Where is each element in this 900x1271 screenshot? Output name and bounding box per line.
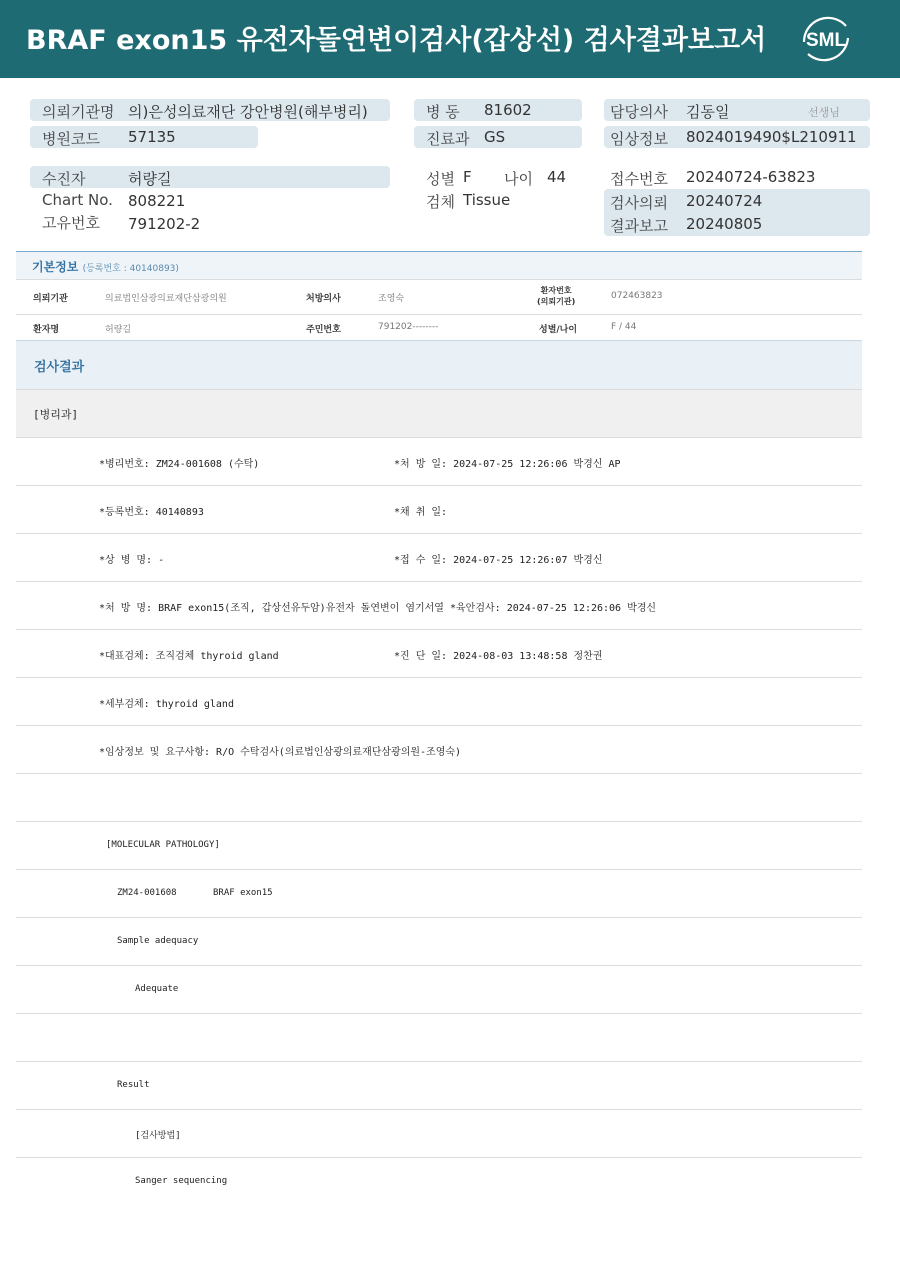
basic-prescriber-key: 처방의사 <box>306 294 341 304</box>
specimen-value: Tissue <box>463 191 511 209</box>
institution-label: 의뢰기관명 <box>42 103 115 121</box>
result-divider <box>16 821 862 822</box>
sml-logo <box>796 12 856 66</box>
result-line-right: *처 방 일: 2024-07-25 12:26:06 박경신 AP <box>394 459 621 470</box>
result-line-left: *대표검체: 조직검체 thyroid gland <box>99 651 279 662</box>
result-line-left: *상 병 명: - <box>99 555 165 566</box>
basic-resident-value: 791202-------- <box>378 322 439 332</box>
basic-institution-value: 의료법인삼광의료재단삼광의원 <box>105 294 227 304</box>
result-label: Result <box>117 1080 150 1090</box>
dept-label: 진료과 <box>426 130 470 148</box>
result-line-left: *세부검체: thyroid gland <box>99 699 234 710</box>
basic-sexage-key: 성별/나이 <box>539 325 578 335</box>
logo-text: SML <box>805 30 847 51</box>
ward-value: 81602 <box>484 101 532 119</box>
hospital-code-value: 57135 <box>128 128 176 146</box>
request-value: 20240724 <box>686 192 763 210</box>
molecular-title: [MOLECULAR PATHOLOGY] <box>106 840 220 850</box>
chart-label: Chart No. <box>42 191 113 209</box>
report-label: 결과보고 <box>610 217 668 235</box>
age-label: 나이 <box>504 170 533 188</box>
result-divider <box>16 869 862 870</box>
basic-patient-no-value: 072463823 <box>611 291 663 301</box>
basic-row-divider <box>16 314 862 315</box>
basic-patient-no-key <box>537 285 575 307</box>
result-line-left: *등록번호: 40140893 <box>99 507 204 518</box>
basic-name-value: 허량길 <box>105 325 132 335</box>
result-line-right: *접 수 일: 2024-07-25 12:26:07 박경신 <box>394 555 603 566</box>
unique-label: 고유번호 <box>42 214 100 232</box>
pathology-title: [병리과] <box>33 408 79 421</box>
age-value: 44 <box>547 168 567 186</box>
unique-value: 791202-2 <box>128 215 201 233</box>
pathology-bar <box>16 389 862 437</box>
result-divider <box>16 485 862 486</box>
patient-label: 수진자 <box>42 170 86 188</box>
chart-value: 808221 <box>128 192 186 210</box>
result-line-left: *병리번호: ZM24-001608 (수탁) <box>99 459 260 470</box>
request-label: 검사의뢰 <box>610 194 668 212</box>
dept-value: GS <box>484 128 506 146</box>
hospital-code-label: 병원코드 <box>42 130 100 148</box>
results-title: 검사결과 <box>34 360 85 375</box>
result-divider <box>16 581 862 582</box>
result-divider <box>16 677 862 678</box>
basic-info-bar <box>16 251 862 279</box>
result-line-left: *임상정보 및 요구사항: R/O 수탁검사(의료법인삼광의료재단삼광의원-조영숙) <box>99 747 462 758</box>
result-divider <box>16 437 862 438</box>
sample-adequacy-label: Sample adequacy <box>117 936 199 946</box>
basic-institution-key: 의뢰기관 <box>33 294 68 304</box>
basic-resident-key: 주민번호 <box>306 325 341 335</box>
sex-label: 성별 <box>426 170 455 188</box>
clinical-label: 임상정보 <box>610 130 668 148</box>
adequate-value: Adequate <box>135 984 179 994</box>
doctor-label: 담당의사 <box>610 103 668 121</box>
doctor-value: 김동일 <box>686 103 730 121</box>
result-divider <box>16 1157 862 1158</box>
result-divider <box>16 533 862 534</box>
receipt-label: 접수번호 <box>610 170 668 188</box>
basic-info-subtitle: (등록번호 : 40140893) <box>82 264 179 274</box>
result-line-right: *채 취 일: <box>394 507 448 518</box>
sex-value: F <box>463 168 472 186</box>
specimen-label: 검체 <box>426 193 455 211</box>
doctor-suffix: 선생님 <box>808 106 840 119</box>
case-number: ZM24-001608 <box>117 888 177 898</box>
method-value: Sanger sequencing <box>135 1176 228 1186</box>
basic-info-title <box>32 258 179 275</box>
basic-prescriber-value: 조영숙 <box>378 294 405 304</box>
basic-sexage-value: F / 44 <box>611 322 637 332</box>
clinical-value: 8024019490$L210911 <box>686 128 857 146</box>
basic-info-heading: 기본정보 <box>32 260 79 274</box>
patient-no-key-line2: (의뢰기관) <box>537 297 576 306</box>
results-bar <box>16 340 862 389</box>
method-label: [검사방법] <box>135 1131 181 1141</box>
result-line-right: *진 단 일: 2024-08-03 13:48:58 정찬권 <box>394 651 603 662</box>
result-divider <box>16 917 862 918</box>
result-divider <box>16 1013 862 1014</box>
result-divider <box>16 773 862 774</box>
result-divider <box>16 629 862 630</box>
institution-value: 의)은성의료재단 강안병원(해부병리) <box>128 103 368 121</box>
report-header <box>0 0 900 78</box>
result-divider <box>16 1109 862 1110</box>
result-divider <box>16 1061 862 1062</box>
report-title: BRAF exon15 유전자돌연변이검사(갑상선) 검사결과보고서 <box>26 25 767 56</box>
patient-value: 허량길 <box>128 170 172 188</box>
basic-row-divider <box>16 279 862 280</box>
result-divider <box>16 965 862 966</box>
ward-label: 병 동 <box>426 103 460 121</box>
report-value: 20240805 <box>686 215 763 233</box>
receipt-value: 20240724-63823 <box>686 168 816 186</box>
result-divider <box>16 725 862 726</box>
patient-no-key-line1: 환자번호 <box>540 286 572 295</box>
result-line-left: *처 방 명: BRAF exon15(조직, 갑상선유두암)유전자 돌연변이 염기서열 *육안검사: 2024-07-25 12:26:06 박경신 <box>99 603 657 614</box>
basic-name-key: 환자명 <box>33 325 60 335</box>
case-test: BRAF exon15 <box>213 888 273 898</box>
